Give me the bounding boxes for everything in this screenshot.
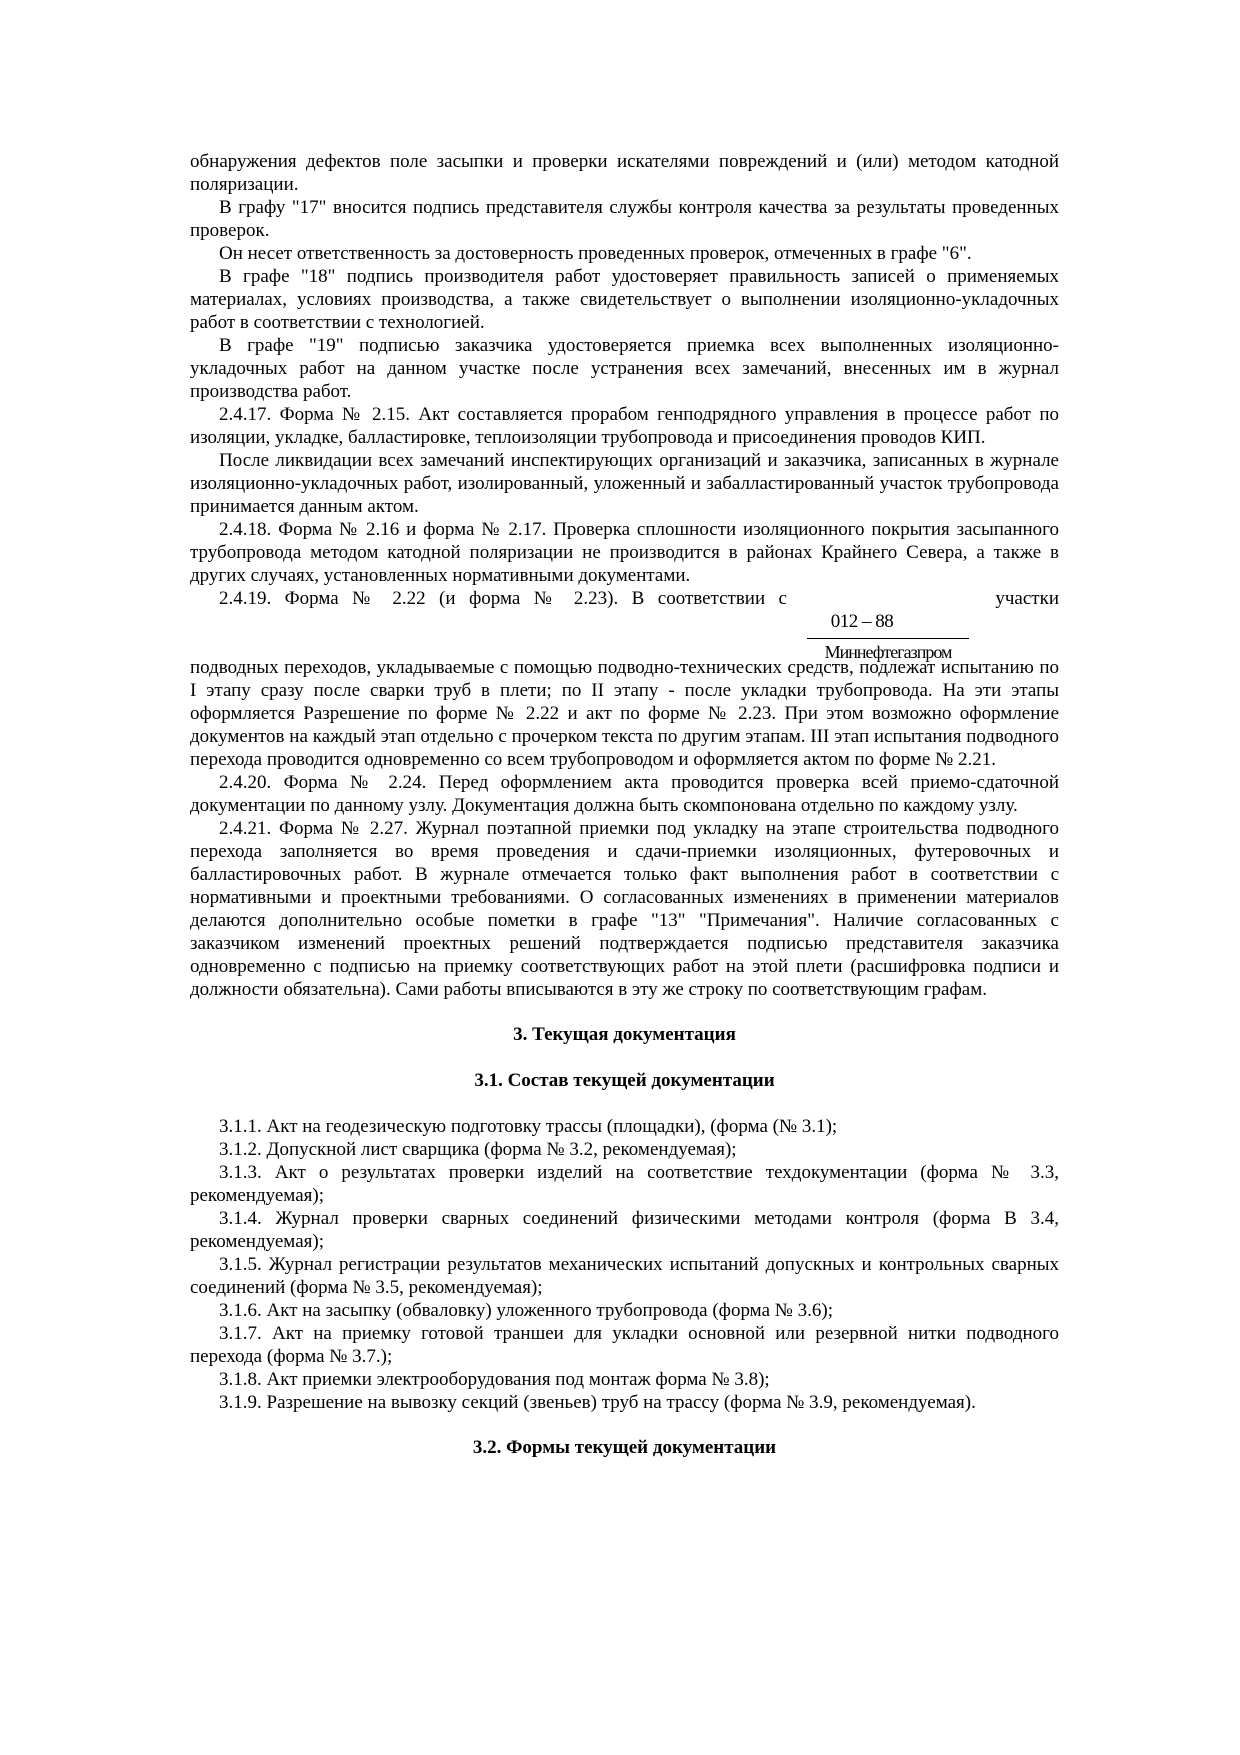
document-page [190, 150, 1059, 1459]
list-item: 3.1.3. Акт о результатах проверки изделий на соответствие техдокументации (форма № 3.3, рекомендуемая); [190, 1162, 1059, 1206]
standard-fraction [190, 610, 1059, 662]
paragraph: подводных переходов, укладываемые с помощью подводно-технических средств, подлежат испытанию по I этапу сразу после сварки труб в плети; по II этапу - после укладки трубопровода. На эти этапы оформляется Разрешение по форме № 2.22 и акт по форме № 2.23. При этом возможно оформление документов на каждый этап отдельно с прочерком текста по другим этапам. III этап испытания подводного перехода проводится одновременно со всем трубопроводом и оформляется актом по форме № 2.21. [190, 657, 1059, 770]
paragraph: 2.4.17. Форма № 2.15. Акт составляется прорабом генподрядного управления в процессе работ по изоляции, укладке, балластировке, теплоизоляции трубопровода и присоединения проводов КИП. [190, 404, 1059, 448]
paragraph: После ликвидации всех замечаний инспектирующих организаций и заказчика, записанных в журнале изоляционно-укладочных работ, изолированный, уложенный и забалластированный участок трубопровода принимается данным актом. [190, 450, 1059, 517]
fraction-denominator: Миннефтегазпром [824, 642, 952, 662]
list-item: 3.1.4. Журнал проверки сварных соединений физическими методами контроля (форма В 3.4, рекомендуемая); [190, 1208, 1059, 1252]
list-item: 3.1.6. Акт на засыпку (обваловку) уложенного трубопровода (форма № 3.6); [219, 1300, 833, 1321]
list-item: 3.1.1. Акт на геодезическую подготовку трассы (площадки), (форма (№ 3.1); [219, 1116, 838, 1137]
paragraph: Он несет ответственность за достоверность проведенных проверок, отмеченных в графе "6". [219, 243, 972, 264]
list-item: 3.1.2. Допускной лист сварщика (форма № 3.2, рекомендуемая); [219, 1139, 737, 1160]
paragraph: В графу "17" вносится подпись представителя службы контроля качества за результаты проведенных проверок. [190, 197, 1059, 241]
subsection-heading: 3.2. Формы текущей документации [472, 1437, 777, 1458]
document-list [190, 1115, 1059, 1414]
section-heading: 3. Текущая документация [513, 1024, 736, 1045]
fraction-bar [807, 638, 969, 639]
fraction-line-left-text: 2.4.19. Форма № 2.22 (и форма № 2.23). В соответствии с [219, 588, 787, 609]
paragraph: В графе "18" подпись производителя работ удостоверяет правильность записей о применяемых материалах, условиях производства, а также свидетельствует о выполнении изоляционно-укладочных работ в соответствии с технологией. [190, 266, 1059, 333]
list-item: 3.1.9. Разрешение на вывозку секций (звеньев) труб на трассу (форма № 3.9, рекомендуемая). [219, 1392, 976, 1413]
fraction-numerator: 012 – 88 [830, 611, 894, 632]
list-item: 3.1.8. Акт приемки электрооборудования под монтаж форма № 3.8); [219, 1369, 770, 1390]
fraction-paragraph-line [190, 587, 1059, 610]
list-item: 3.1.5. Журнал регистрации результатов механических испытаний допускных и контрольных сварных соединений (форма № 3.5, рекомендуемая); [190, 1254, 1059, 1298]
paragraph: В графе "19" подписью заказчика удостоверяется приемка всех выполненных изоляционно-укладочных работ на данном участке после устранения всех замечаний, внесенных им в журнал производства работ. [190, 335, 1059, 402]
paragraph: 2.4.18. Форма № 2.16 и форма № 2.17. Проверка сплошности изоляционного покрытия засыпанного трубопровода методом катодной поляризации не производится в районах Крайнего Севера, а также в других случаях, установленных нормативными документами. [190, 519, 1059, 586]
paragraph: 2.4.20. Форма № 2.24. Перед оформлением акта проводится проверка всей приемо-сдаточной документации по данному узлу. Документация должна быть скомпонована отдельно по каждому узлу. [190, 772, 1059, 816]
list-item: 3.1.7. Акт на приемку готовой траншеи для укладки основной или резервной нитки подводного перехода (форма № 3.7.); [190, 1323, 1059, 1367]
fraction-line-right-text: участки [995, 588, 1059, 609]
subsection-heading: 3.1. Состав текущей документации [474, 1070, 775, 1091]
paragraph: обнаружения дефектов поле засыпки и проверки искателями повреждений и (или) методом катодной поляризации. [190, 151, 1059, 195]
paragraph: 2.4.21. Форма № 2.27. Журнал поэтапной приемки под укладку на этапе строительства подводного перехода заполняется во время проведения и сдачи-приемки изоляционных, футеровочных и балластировочных работ. В журнале отмечается только факт выполнения работ в соответствии с нормативными и проектными требованиями. О согласованных изменениях в применении материалов делаются дополнительно особые пометки в графе "13" "Примечания". Наличие согласованных с заказчиком изменений проектных решений подтверждается подписью представителя заказчика одновременно с подписью на приемку соответствующих работ на этой плети (расшифровка подписи и должности обязательна). Сами работы вписываются в эту же строку по соответствующим графам. [190, 818, 1059, 1000]
